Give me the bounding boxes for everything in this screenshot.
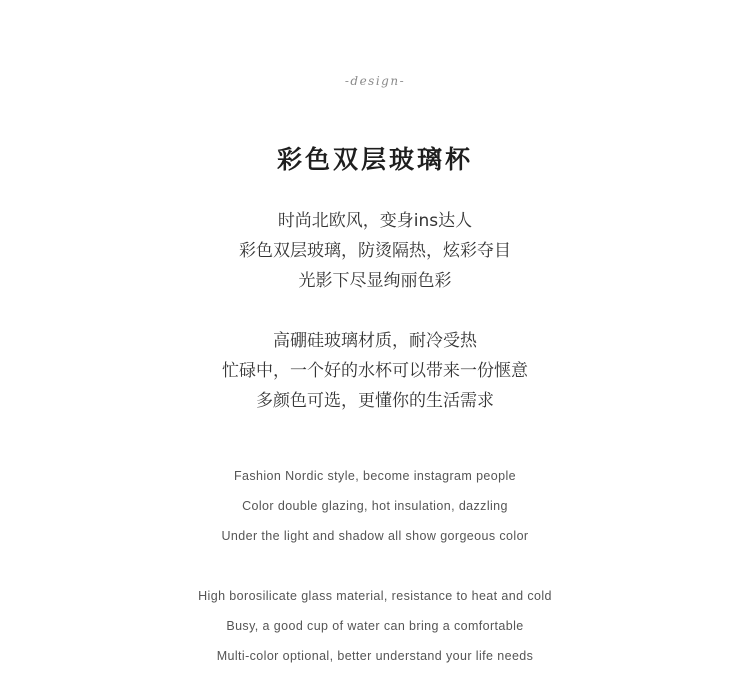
english-line: Fashion Nordic style, become instagram people bbox=[233, 469, 517, 483]
english-line: High borosilicate glass material, resistance to heat and cold bbox=[198, 589, 552, 603]
product-title: 彩色双层玻璃杯 bbox=[276, 145, 473, 174]
chinese-line: 彩色双层玻璃，防烫隔热，炫彩夺目 bbox=[239, 241, 511, 261]
english-paragraph-1 bbox=[0, 461, 750, 551]
chinese-line: 多颜色可选，更懂你的生活需求 bbox=[256, 391, 494, 411]
chinese-paragraph-1 bbox=[0, 206, 750, 296]
english-paragraph-2 bbox=[0, 581, 750, 671]
chinese-line: 光影下尽显绚丽色彩 bbox=[298, 271, 452, 291]
design-tag: -design- bbox=[344, 74, 406, 88]
english-line: Busy, a good cup of water can bring a comfortable bbox=[226, 619, 524, 633]
chinese-line: 高硼硅玻璃材质，耐冷受热 bbox=[273, 331, 477, 351]
chinese-paragraph-2 bbox=[0, 326, 750, 416]
english-line: Under the light and shadow all show gorgeous color bbox=[221, 529, 529, 543]
chinese-line: 时尚北欧风，变身ins达人 bbox=[277, 211, 473, 231]
chinese-line: 忙碌中，一个好的水杯可以带来一份惬意 bbox=[222, 361, 528, 381]
english-line: Color double glazing, hot insulation, dazzling bbox=[242, 499, 508, 513]
english-line: Multi-color optional, better understand your life needs bbox=[216, 649, 534, 663]
